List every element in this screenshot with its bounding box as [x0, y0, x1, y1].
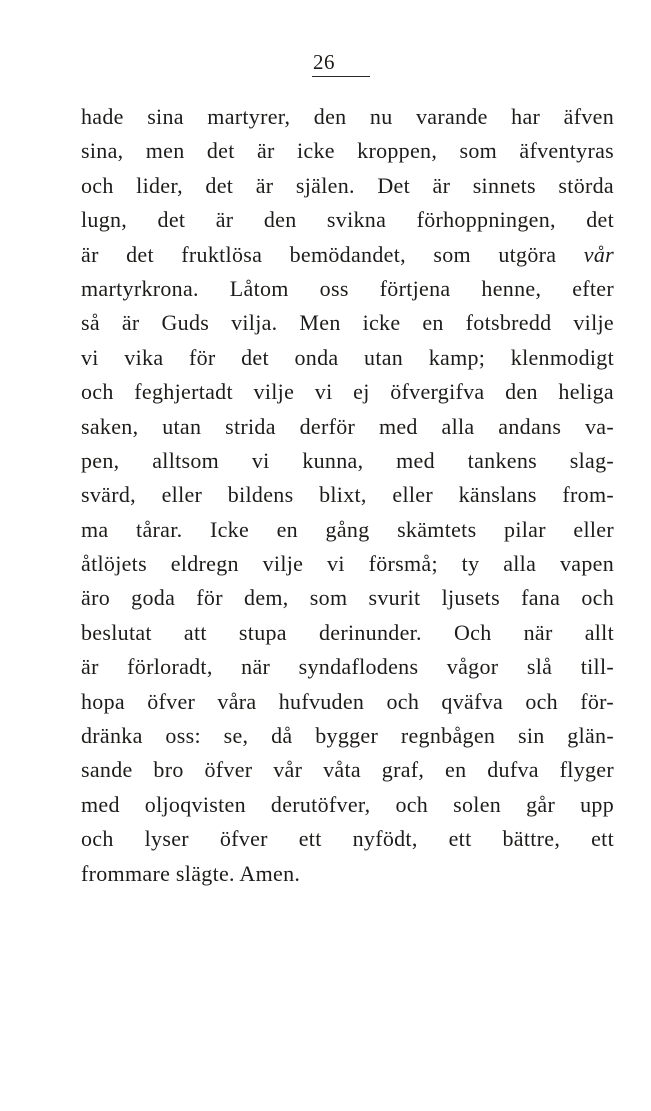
page-number-underline [312, 76, 370, 77]
text-line: beslutat att stupa derinunder. Och när allt [81, 619, 614, 645]
text-line: frommare slägte. Amen. [81, 860, 301, 886]
text-line: svärd, eller bildens blixt, eller känslans from- [81, 482, 614, 508]
text-line: och lyser öfver ett nyfödt, ett bättre, ett [81, 826, 614, 852]
text-line [81, 238, 614, 272]
text-line: pen, alltsom vi kunna, med tankens slag- [81, 447, 614, 473]
text-line: äro goda för dem, som svurit ljusets fana och [81, 585, 614, 611]
text-line: hopa öfver våra hufvuden och qväfva och för- [81, 688, 614, 714]
text-line-segment: är det fruktlösa bemödandet, som utgöra [81, 241, 557, 267]
italic-word: vår [583, 241, 614, 267]
text-line: vi vika för det onda utan kamp; klenmodigt [81, 344, 614, 370]
text-line: martyrkrona. Låtom oss förtjena henne, efter [81, 275, 614, 301]
text-line: och feghjertadt vilje vi ej öfvergifva den heliga [81, 379, 614, 405]
page-number: 26 [313, 50, 335, 74]
text-line: sande bro öfver vår våta graf, en dufva flyger [81, 757, 614, 783]
text-line: åtlöjets eldregn vilje vi försmå; ty alla vapen [81, 551, 614, 577]
text-line: sina, men det är icke kroppen, som äfventyras [81, 138, 614, 164]
text-line: är förloradt, när syndaflodens vågor slå till- [81, 654, 614, 680]
text-line: med oljoqvisten derutöfver, och solen går upp [81, 791, 614, 817]
text-line: så är Guds vilja. Men icke en fotsbredd vilje [81, 310, 614, 336]
text-line: och lider, det är själen. Det är sinnets störda [81, 172, 614, 198]
text-line: lugn, det är den svikna förhoppningen, det [81, 207, 614, 233]
text-line: saken, utan strida derför med alla andans va- [81, 413, 614, 439]
body-text [81, 100, 614, 891]
text-line: hade sina martyrer, den nu varande har äfven [81, 104, 614, 129]
text-line: ma tårar. Icke en gång skämtets pilar eller [81, 516, 614, 542]
text-line: dränka oss: se, då bygger regnbågen sin glän- [81, 723, 614, 749]
